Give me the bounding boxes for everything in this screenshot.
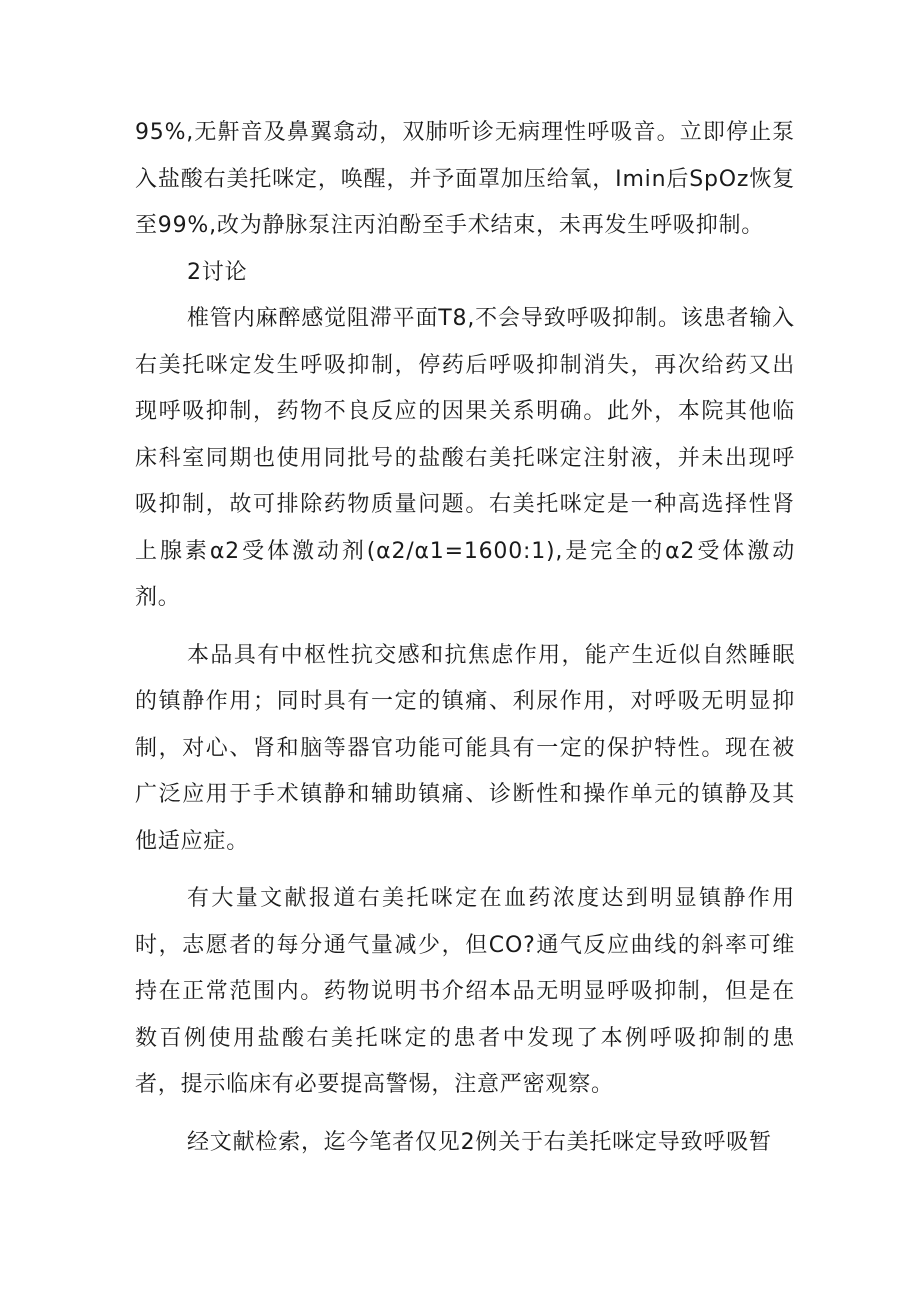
- paragraph-literature-search: 经文献检索，迄今笔者仅见2例关于右美托咪定导致呼吸暂: [187, 1129, 772, 1155]
- paragraph-literature-reports: 有大量文献报道右美托咪定在血药浓度达到明显镇静作用时，志愿者的每分通气量减少，但CO?通气反应曲线的斜率可维持在正常范围内。药物说明书介绍本品无明显呼吸抑制，但是在数百例使用盐酸右美托咪定的患者中发现了本例呼吸抑制的患者，提示临床有必要提高警惕，注意严密观察。: [135, 886, 795, 1097]
- paragraph-case-continuation: 95%,无鼾音及鼻翼翕动，双肺听诊无病理性呼吸音。立即停止泵入盐酸右美托咪定，唤醒，并予面罩加压给氧，Imin后SpOz恢复至99%,改为静脉泵注丙泊酚至手术结束，未再发生呼吸抑制。: [135, 120, 795, 238]
- document-body: [135, 110, 795, 1166]
- paragraph-anesthesia-analysis: 椎管内麻醉感觉阻滞平面T8,不会导致呼吸抑制。该患者输入右美托咪定发生呼吸抑制，停药后呼吸抑制消失，再次给药又出现呼吸抑制，药物不良反应的因果关系明确。此外，本院其他临床科室同期也使用同批号的盐酸右美托咪定注射液，并未出现呼吸抑制，故可排除药物质量问题。右美托咪定是一种高选择性肾上腺素α2受体激动剂(α2/α1=1600:1),是完全的α2受体激动剂。: [135, 306, 795, 610]
- paragraph-drug-properties: 本品具有中枢性抗交感和抗焦虑作用，能产生近似自然睡眠的镇静作用；同时具有一定的镇痛、利尿作用，对呼吸无明显抑制，对心、肾和脑等器官功能可能具有一定的保护特性。现在被广泛应用于手术镇静和辅助镇痛、诊断性和操作单元的镇静及其他适应症。: [135, 642, 795, 854]
- section-heading-discussion: 2讨论: [187, 259, 248, 285]
